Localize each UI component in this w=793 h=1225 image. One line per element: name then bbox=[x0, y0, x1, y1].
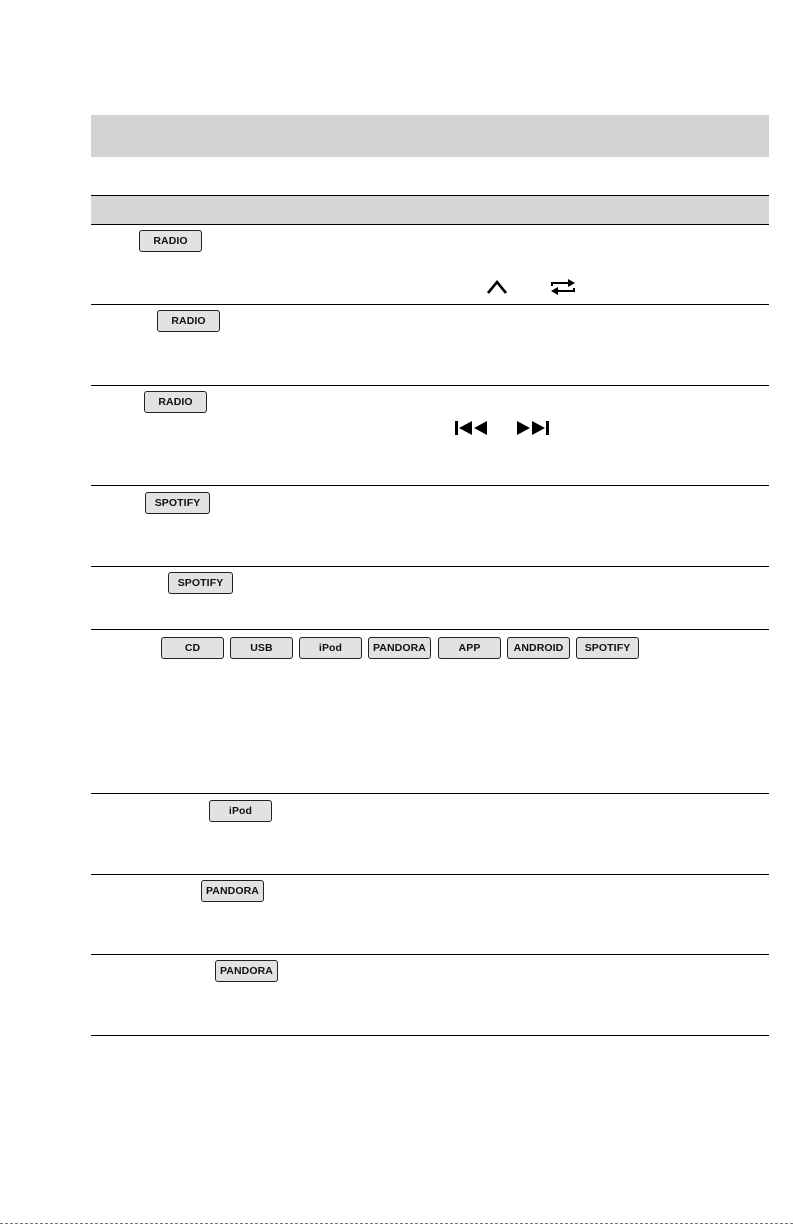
section-header-band bbox=[91, 115, 769, 157]
page-trim-line bbox=[0, 1223, 793, 1224]
source-button-radio: RADIO bbox=[157, 310, 220, 332]
skip-previous-icon bbox=[453, 419, 491, 437]
table-header-rule bbox=[91, 224, 769, 225]
source-button-radio: RADIO bbox=[144, 391, 207, 413]
row-divider bbox=[91, 385, 769, 386]
row-divider bbox=[91, 874, 769, 875]
table-bottom-rule bbox=[91, 1035, 769, 1036]
row-divider bbox=[91, 485, 769, 486]
source-button-radio: RADIO bbox=[139, 230, 202, 252]
row-divider bbox=[91, 304, 769, 305]
source-button-android: ANDROID bbox=[507, 637, 570, 659]
source-button-pandora: PANDORA bbox=[368, 637, 431, 659]
row-divider bbox=[91, 793, 769, 794]
source-button-ipod: iPod bbox=[299, 637, 362, 659]
skip-next-icon bbox=[514, 419, 552, 437]
source-button-pandora: PANDORA bbox=[201, 880, 264, 902]
source-button-spotify: SPOTIFY bbox=[168, 572, 233, 594]
source-button-spotify: SPOTIFY bbox=[576, 637, 639, 659]
source-button-spotify: SPOTIFY bbox=[145, 492, 210, 514]
source-button-pandora: PANDORA bbox=[215, 960, 278, 982]
row-divider bbox=[91, 954, 769, 955]
caret-up-icon bbox=[485, 279, 509, 295]
repeat-icon bbox=[548, 278, 578, 296]
source-button-cd: CD bbox=[161, 637, 224, 659]
table-header-row bbox=[91, 196, 769, 224]
row-divider bbox=[91, 629, 769, 630]
row-divider bbox=[91, 566, 769, 567]
source-button-usb: USB bbox=[230, 637, 293, 659]
source-button-app: APP bbox=[438, 637, 501, 659]
source-button-ipod: iPod bbox=[209, 800, 272, 822]
